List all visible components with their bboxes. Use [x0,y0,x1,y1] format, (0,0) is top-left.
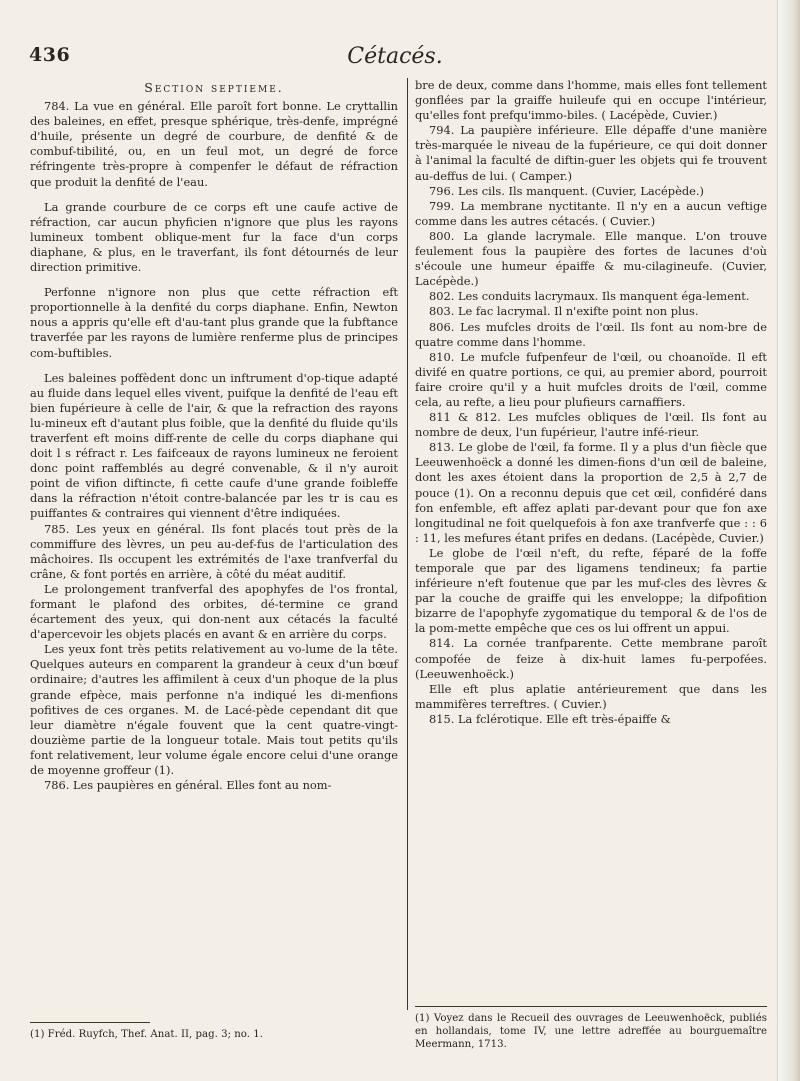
paragraph-794: 794. La paupière inférieure. Elle dépaffe d'une manière très-marquée le niveau de la fupérieure, ce qui doit donner à l'animal la faculté de diftin-guer les objets qui fe trouvent au-deffus de lui. ( Camper.) [415,123,767,183]
paragraph-784: 784. La vue en général. Elle paroît fort bonne. Le cryttallin des baleines, en effet, presque sphérique, très-denfe, imprégné d'huile, présente un degré de courbure, de denfité & de combuf-tibilité, ou, en un feul mot, un degré de force réfringente très-propre à compenfer le défaut de réfraction que produit la denfité de l'eau. [30,99,398,189]
paragraph-814: 814. La cornée tranfparente. Cette membrane paroît compofée de feize à dix-huit lames fu-perpofées. (Leeuwenhoëck.) [415,636,767,681]
paragraph: Elle eft plus aplatie antérieurement que dans les mammifères terreftres. ( Cuvier.) [415,681,767,711]
section-title: Section septieme. [144,80,284,95]
right-column [415,78,767,727]
paragraph-800: 800. La glande lacrymale. Elle manque. L'on trouve feulement fous la paupière des fortes de lacunes d'où s'écoule une humeur épaiffe & mu-cilagineufe. (Cuvier, Lacépède.) [415,228,767,289]
page-header [26,44,764,72]
paragraph: Le globe de l'œil n'eft, du refte, féparé de la foffe temporale que par des ligamens tendineux; fa partie inférieure n'eft foutenue que par les muf-cles des lèvres & par la couche de graiffe qui les enveloppe; la difpofition bizarre de l'apophyfe zygomatique du temporal & de l'os de la pom-mette empêche que ces os lui offrent un appui. [415,545,767,636]
paragraph-806: 806. Les mufcles droits de l'œil. Ils font au nom-bre de quatre comme dans l'homme. [415,319,767,349]
paragraph: Perfonne n'ignore non plus que cette réfraction eft proportionnelle à la denfité du corps diaphane. Enfin, Newton nous a appris qu'elle eft d'au-tant plus grande que la fubftance traverfée par les rayons de lumière renferme plus de principes com-buftibles. [30,285,398,360]
paragraph-802: 802. Les conduits lacrymaux. Ils manquent éga-lement. [429,289,750,304]
footnote-rule [30,1022,150,1023]
paragraph-786: 786. Les paupières en général. Elles font au nom- [44,778,332,793]
paragraph-796: 796. Les cils. Ils manquent. (Cuvier, Lacépède.) [429,183,704,198]
column-divider [407,78,408,1010]
paragraph: La grande courbure de ce corps eft une caufe active de réfraction, car aucun phyficien n'ignore que plus les rayons lumineux tombent oblique-ment fur la face d'un corps diaphane, & plus, en le traverfant, ils font détournés de leur direction primitive. [30,199,398,275]
paragraph: Les baleines poffèdent donc un inftrument d'op-tique adapté au fluide dans lequel elles vivent, puifque la denfité de l'eau eft bien fupérieure à celle de l'air, & que la refraction des rayons lu-mineux eft d'autant plus foible, que la denfité du fluide qu'ils traverfent eft moins diff-rente de celle du corps diaphane qui doit l s réfract r. Les faifceaux de rayons lumineux ne feroient donc point raffemblés au degré convenable, & il n'y auroit point de vifion diftincte, fi cette caufe d'une grande foibleffe dans la réfraction n'étoit contre-balancée par les tr is cau es puiffantes & contraires qui viennent d'être indiquées. [30,370,398,521]
page-edge [777,0,800,1081]
paragraph-799: 799. La membrane nyctitante. Il n'y en a aucun veftige comme dans les autres cétacés. ( Cuvier.) [415,198,767,228]
footnote-right: (1) Voyez dans le Recueil des ouvrages de Leeuwenhoëck, publiés en hollandais, tome IV, une lettre adreffée au bourguemaître Meermann, 1713. [415,1013,767,1050]
footnote-left: (1) Fréd. Ruyfch, Thef. Anat. II, pag. 3; no. 1. [30,1029,263,1040]
paragraph: Le prolongement tranfverfal des apophyfes de l'os frontal, formant le plafond des orbites, dé-termine ce grand écartement des yeux, qui don-nent aux cétacés la faculté d'apercevoir les objets placés en avant & en arrière du corps. [30,581,398,642]
footnote-rule [415,1006,767,1007]
page-number: 436 [29,44,71,66]
paragraph-785: 785. Les yeux en général. Ils font placés tout près de la commiffure des lèvres, un peu au-def-fus de l'articulation des mâchoires. Ils occupent les extrémités de l'axe tranfverfal du crâne, & font portés en arrière, à côté du méat auditif. [30,521,398,581]
paragraph-810: 810. Le mufcle fufpenfeur de l'œil, ou choanoïde. Il eft divifé en quatre portions, ce qui, au premier abord, pourroit faire croire qu'il y a huit mufcles droits de l'œil, comme cela, au refte, a lieu pour plufieurs carnaffiers. [415,349,767,409]
paragraph: Les yeux font très petits relativement au vo-lume de la tête. Quelques auteurs en comparent la grandeur à ceux d'un bœuf ordinaire; d'autres les affimilent à ceux d'un phoque de la plus grande efpèce, mais perfonne n'a indiqué les di-menfions pofitives de ces organes. M. de Lacé-pède cependant dit que leur diamètre n'égale fouvent que la cent quatre-vingt-douzième partie de la longueur totale. Mais tout petits qu'ils font relativement, leur volume égale encore celui d'une orange de moyenne groffeur (1). [30,642,398,778]
paragraph-811: 811 & 812. Les mufcles obliques de l'œil. Ils font au nombre de deux, l'un fupérieur, l'autre infé-rieur. [415,410,767,440]
paragraph-815: 815. La fclérotique. Elle eft très-épaiffe & [429,711,671,726]
left-column [30,78,398,793]
paragraph: bre de deux, comme dans l'homme, mais elles font tellement gonflées par la graiffe huileufe qui en occupe l'intérieur, qu'elles font prefqu'immo-biles. ( Lacépède, Cuvier.) [415,78,767,123]
paragraph-813: 813. Le globe de l'œil, fa forme. Il y a plus d'un fiècle que Leeuwenhoëck a donné les dimen-fions d'un œil de baleine, dont les axes étoient dans la proportion de 2,5 à 2,7 de pouce (1). On a reconnu depuis que cet œil, confidéré dans fon enfemble, eft affez aplati par-devant pour que fon axe longitudinal ne foit quelquefois à fon axe tranfverfe que : : 6 : 11, les mefures étant prifes en dedans. (Lacépède, Cuvier.) [415,440,767,545]
running-head: Cétacés. [347,44,443,69]
paragraph-803: 803. Le fac lacrymal. Il n'exifte point non plus. [429,304,699,319]
